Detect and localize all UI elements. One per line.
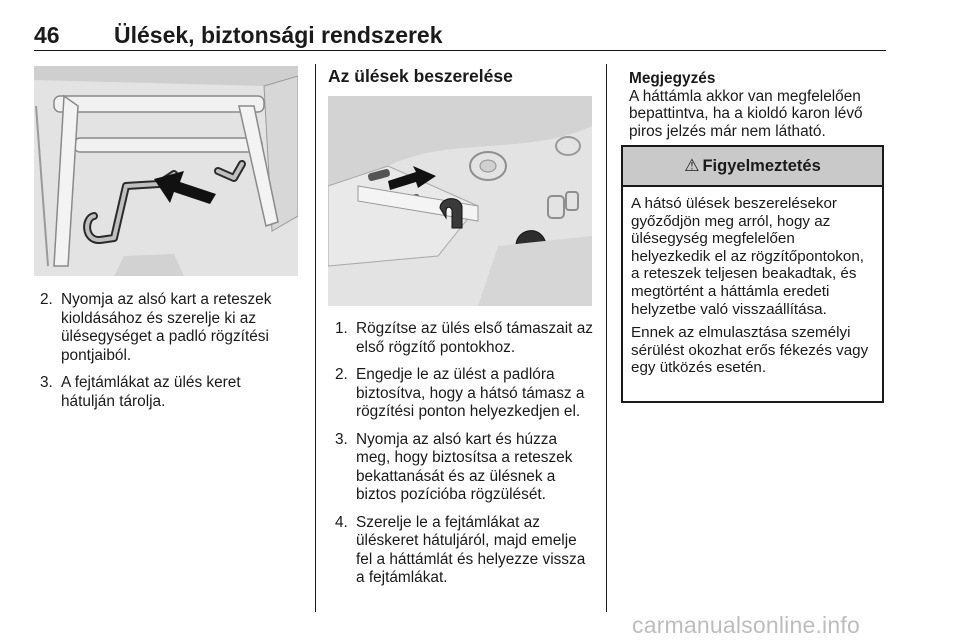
seat-anchor-illustration (328, 96, 592, 306)
header-divider (34, 50, 886, 51)
column-divider-right (606, 64, 607, 612)
warning-body (623, 187, 882, 377)
note-block (629, 70, 889, 140)
seat-lever-illustration (34, 66, 298, 276)
list-item (40, 291, 296, 365)
step-text: Rögzítse az ülés első támaszait az első rögzítő pontokhoz. (356, 320, 593, 356)
step-number: 2. (40, 291, 53, 308)
note-title: Megjegyzés (629, 70, 716, 87)
list-item (335, 366, 595, 422)
list-item (335, 514, 595, 588)
warning-triangle-icon: ⚠ (684, 156, 700, 175)
step-text: Nyomja az alsó kart és húzza meg, hogy biztosítsa a reteszek bekattanását és az ülésnek a biztos pozícióba rögzülését. (356, 430, 573, 503)
page-header (34, 22, 886, 52)
list-item (335, 431, 595, 505)
chapter-title: Ülések, biztonsági rendszerek (114, 22, 443, 48)
warning-header (623, 147, 882, 187)
watermark: carmanualsonline.info (632, 612, 860, 638)
list-item (335, 320, 595, 357)
warning-title: Figyelmeztetés (702, 156, 821, 175)
warning-paragraph: A hátsó ülések beszerelésekor győződjön meg arról, hogy az ülésegység megfelelően helyezkedik el az rögzítőpontokon, a reteszek teljesen beakadtak, és megtörtént a háttámla eredeti helyzetbe való visszaállítása. (631, 195, 865, 318)
step-text: A fejtámlákat az ülés keret hátulján tárolja. (61, 374, 241, 410)
removal-steps-list (40, 291, 296, 420)
step-number: 2. (335, 366, 348, 383)
column-divider-left (315, 64, 316, 612)
note-text: A háttámla akkor van megfelelően bepattintva, ha a kioldó karon lévő piros jelzés már nem látható. (629, 87, 863, 140)
list-item (40, 374, 296, 411)
warning-paragraph: Ennek az elmulasztása személyi sérülést okozhat erős fékezés vagy egy ütközés esetén. (631, 324, 869, 377)
step-number: 4. (335, 513, 348, 531)
step-text: Szerelje le a fejtámlákat az üléskeret hátuljáról, majd emelje fel a háttámlát és helyezze vissza a fejtámlákat. (356, 513, 586, 586)
step-number: 3. (335, 430, 348, 448)
section-title: Az ülések beszerelése (328, 66, 513, 86)
page-number: 46 (34, 22, 60, 48)
installation-steps-list (335, 320, 595, 597)
warning-box (621, 145, 884, 403)
step-text: Engedje le az ülést a padlóra biztosítva, hogy a hátsó támasz a rögzítési ponton helyezkedjen el. (356, 366, 585, 420)
step-number: 3. (40, 374, 53, 391)
step-number: 1. (335, 320, 348, 337)
step-text: Nyomja az alsó kart a reteszek kioldásához és szerelje ki az ülésegységet a padló rögzítési pontjaiból. (61, 291, 272, 364)
